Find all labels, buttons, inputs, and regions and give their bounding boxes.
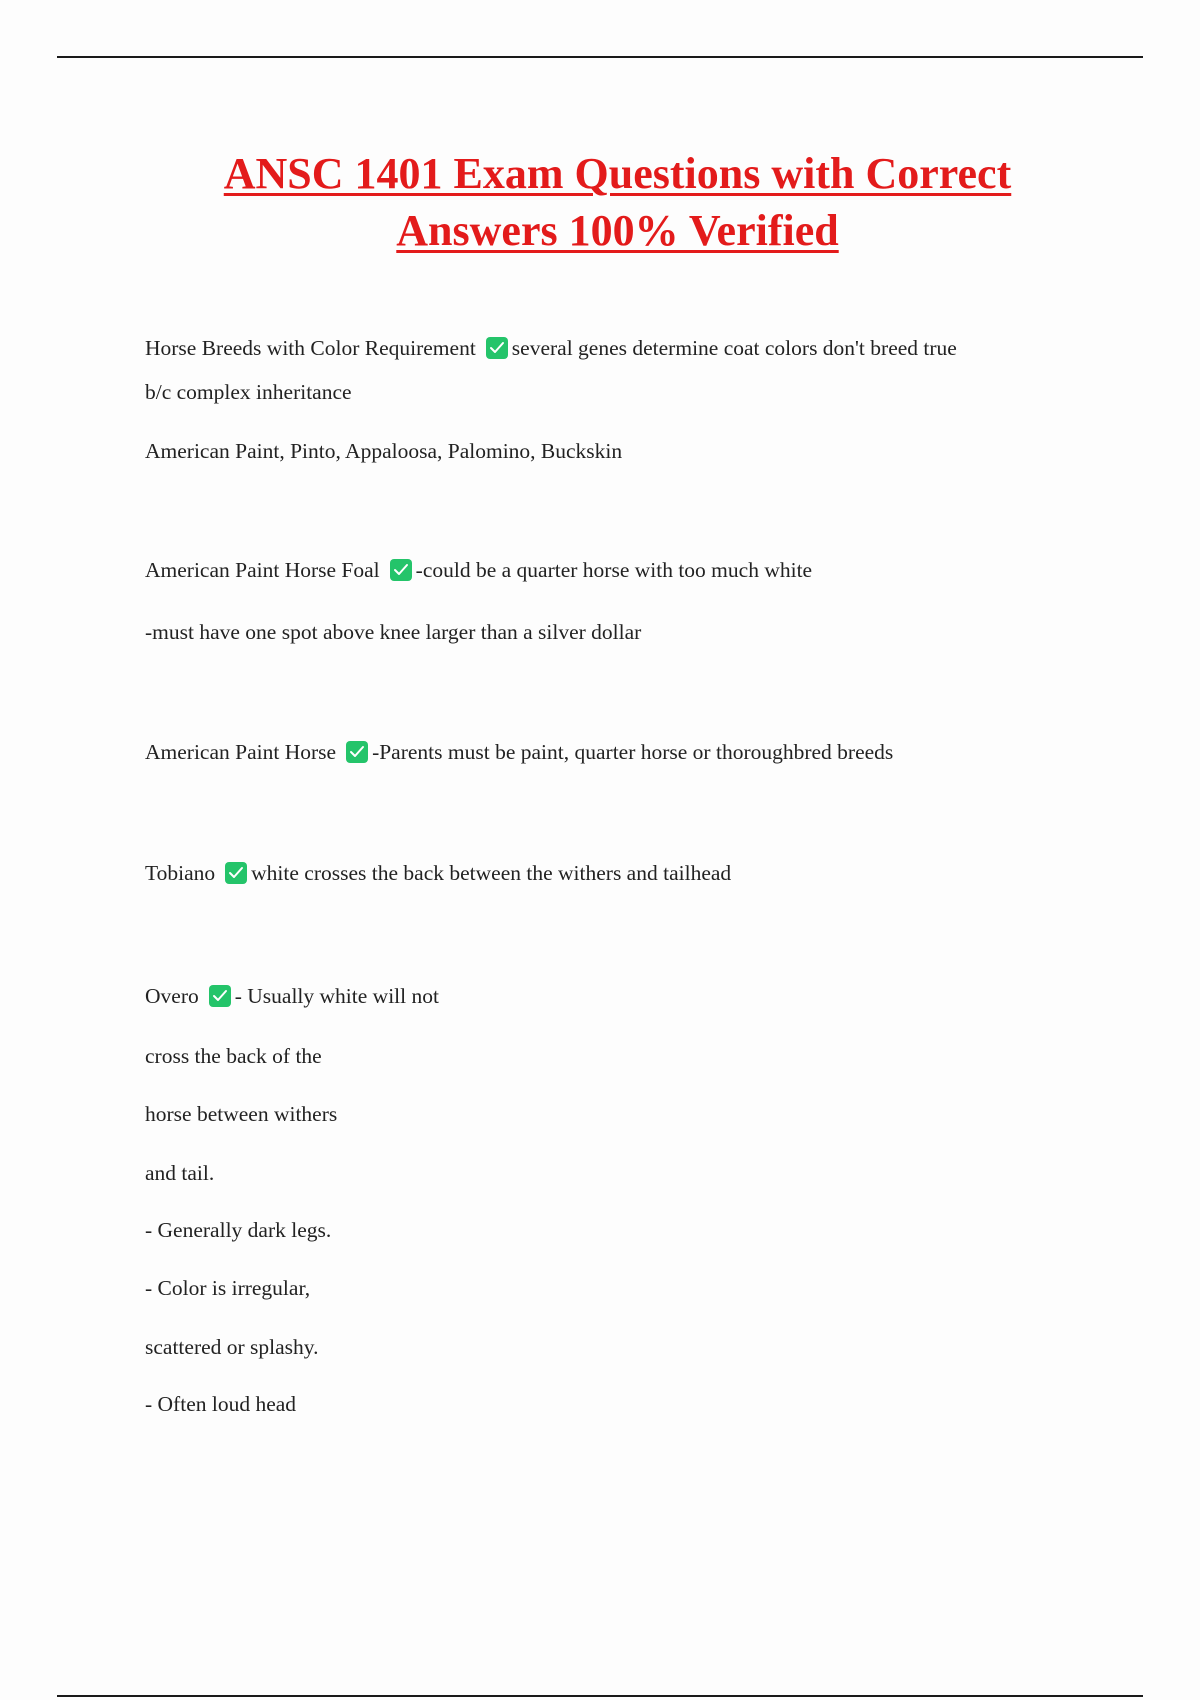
checkmark-icon [390, 559, 412, 581]
answer-line: - Often loud head [145, 1392, 297, 1416]
answer: -Parents must be paint, quarter horse or thoroughbred breeds [372, 740, 894, 764]
answer-line: American Paint, Pinto, Appaloosa, Palomino, Buckskin [145, 439, 623, 463]
checkmark-icon [225, 862, 247, 884]
title-line-2: Answers 100% Verified [396, 206, 839, 255]
answer: - Usually white will not [234, 984, 439, 1008]
term: Tobiano [145, 861, 216, 885]
top-rule [57, 56, 1143, 58]
answer-line: cross the back of the [145, 1044, 322, 1068]
document-title [100, 145, 1135, 259]
answer: white crosses the back between the withers and tailhead [251, 861, 732, 885]
answer-line: and tail. [145, 1161, 215, 1185]
qa-entry-line [145, 859, 731, 887]
term: Overo [145, 984, 199, 1008]
qa-entry-line [145, 556, 812, 584]
answer-line: horse between withers [145, 1102, 338, 1126]
term: American Paint Horse [145, 740, 337, 764]
answer-line: b/c complex inheritance [145, 380, 352, 404]
qa-entry-line [145, 334, 957, 362]
answer-line: -must have one spot above knee larger than a silver dollar [145, 620, 642, 644]
title-line-1: ANSC 1401 Exam Questions with Correct [223, 149, 1012, 198]
qa-entry-line [145, 738, 893, 766]
answer-line: - Color is irregular, [145, 1276, 311, 1300]
answer-line: scattered or splashy. [145, 1335, 319, 1359]
checkmark-icon [486, 337, 508, 359]
checkmark-icon [209, 985, 231, 1007]
term: American Paint Horse Foal [145, 558, 380, 582]
term: Horse Breeds with Color Requirement [145, 336, 476, 360]
answer-line: - Generally dark legs. [145, 1218, 332, 1242]
qa-entry-line [145, 982, 439, 1010]
checkmark-icon [346, 741, 368, 763]
answer: several genes determine coat colors don't breed true [511, 336, 957, 360]
bottom-rule [57, 1695, 1143, 1697]
answer: -could be a quarter horse with too much white [415, 558, 813, 582]
